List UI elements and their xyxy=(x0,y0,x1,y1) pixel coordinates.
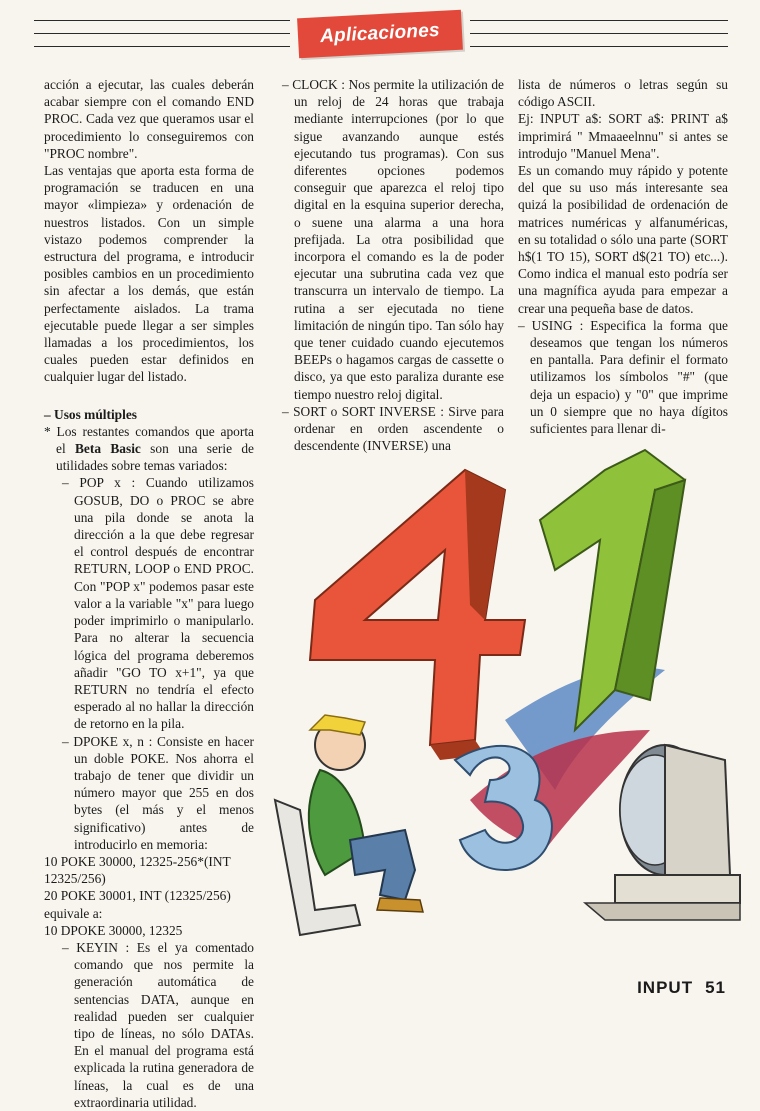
header-rule xyxy=(470,46,728,47)
header-rule xyxy=(34,33,290,34)
beta-basic-bold: Beta Basic xyxy=(75,441,141,457)
header-rule xyxy=(470,33,728,34)
header-rule xyxy=(34,20,290,21)
number-four-shape xyxy=(310,470,525,760)
boy-on-chair-shape xyxy=(275,715,423,935)
paragraph: lista de números o letras según su código ASCII. xyxy=(518,77,728,110)
code-line: equivale a: xyxy=(44,905,103,921)
subheading-usos-multiples: – Usos múltiples xyxy=(44,406,138,422)
command-using: – USING : Especifica la forma que deseamos que tengan los números en pantalla. Para definir el formato utilizamos los símbolos "#" (que deja un espacio) y "0" que imprime un 0 siempre que no haya dígitos suficientes para llenar di- xyxy=(518,317,728,437)
column-1 xyxy=(44,76,254,1111)
column-3 xyxy=(518,76,728,437)
command-keyin: – KEYIN : Es el ya comentado comando que nos permite la generación automática de sentencias DATA, aunque en realidad pueden ser cualquier tipo de líneas, no sólo DATAs. En el manual del programa está explicada la rutina generadora de líneas, la cual es de una extraordinaria utilidad. xyxy=(62,939,254,1110)
section-title-tab xyxy=(297,10,463,59)
header-rule xyxy=(34,46,290,47)
paragraph: * Los restantes comandos que aporta el Beta Basic son una serie de utilidades sobre temas variados: xyxy=(44,423,254,474)
column-2 xyxy=(282,76,504,454)
command-pop: – POP x : Cuando utilizamos GOSUB, DO o PROC se abre una pila donde se anota la dirección a la que debe regresar el control después de encontrar RETURN, LOOP o END PROC. Con "POP x" podemos pasar este valor a la variable "x" para luego poder imprimirlo o manipularlo. Para no alterar la secuencia lógica del programa deberemos añadir "GO TO x+1", ya que RETURN no tendría el efecto esperado al no hallar la dirección de retorno en la pila. xyxy=(62,475,254,732)
page-footer xyxy=(637,978,726,998)
illustration-numbers xyxy=(255,430,745,950)
page-number: 51 xyxy=(705,978,726,997)
magazine-name: INPUT xyxy=(637,978,694,997)
header-rule xyxy=(470,20,728,21)
command-sort: – SORT o SORT INVERSE : Sirve para ordenar en orden ascendente o descendente (INVERSE) una xyxy=(282,403,504,454)
command-dpoke: – DPOKE x, n : Consiste en hacer un doble POKE. Nos ahorra el trabajo de tener que dividir un número mayor que 255 en dos bytes (el más y el menos significativo) antes de introducirlo en memoria: xyxy=(62,733,254,852)
code-line: 10 DPOKE 30000, 12325 xyxy=(44,922,183,938)
paragraph: Es un comando muy rápido y potente del que su uso más interesante sea quizá la posibilidad de ordenación de matrices numéricas y alfanuméricas, en su totalidad o sólo una parte (SORT h$(1 TO 15), SORT d$(21 TO) etc...). Como indica el manual esto podría ser una magnífica ayuda para empezar a crear una pequeña base de datos. xyxy=(518,163,728,316)
paragraph: acción a ejecutar, las cuales deberán acabar siempre con el comando END PROC. Cada vez que queramos usar el procedimiento lo conseguiremos con "PROC nombre". xyxy=(44,77,254,161)
paragraph: Ej: INPUT a$: SORT a$: PRINT a$ imprimirá " Mmaaeelnnu" si antes se introdujo "Manuel Mena". xyxy=(518,111,728,161)
paragraph: Las ventajas que aporta esta forma de programación se traducen en una mayor «limpieza» y ordenación de nuestros listados. Con un simple vistazo podemos comprender la estructura del programa, e introducir posibles cambios en un procedimiento sin afectar a los demás, que están perfectamente aislados. La trama ejecutable puede llegar a ser simples llamadas a los procedimientos, los cuales pueden estar definidos en cualquier lugar del listado. xyxy=(44,163,254,385)
command-clock: – CLOCK : Nos permite la utilización de un reloj de 24 horas que trabaja mediante interrupciones (por lo que sigue avanzando aunque estés ejecutando tus programas). Con sus diferentes opciones podemos conseguir que aparezca el reloj tipo digital en la esquina superior derecha, o suene una alarma a una hora prefijada. La otra posibilidad que incorpora el comando es la de poder ejecutar una subrutina cada vez que transcurra un intervalo de tiempo. La rutina a ser ejecutada no tiene limitación de ningún tipo. Tan sólo hay que tener cuidado cuando ejecutemos BEEPs o hagamos cargas de cassette o disco, ya que esto paraliza durante ese tiempo nuestro reloj digital. xyxy=(282,77,504,402)
code-line: 20 POKE 30001, INT (12325/256) xyxy=(44,888,231,904)
code-line: 10 POKE 30000, 12325-256*(INT xyxy=(44,853,231,869)
section-title: Aplicaciones xyxy=(319,19,441,48)
code-line: 12325/256) xyxy=(44,871,106,887)
